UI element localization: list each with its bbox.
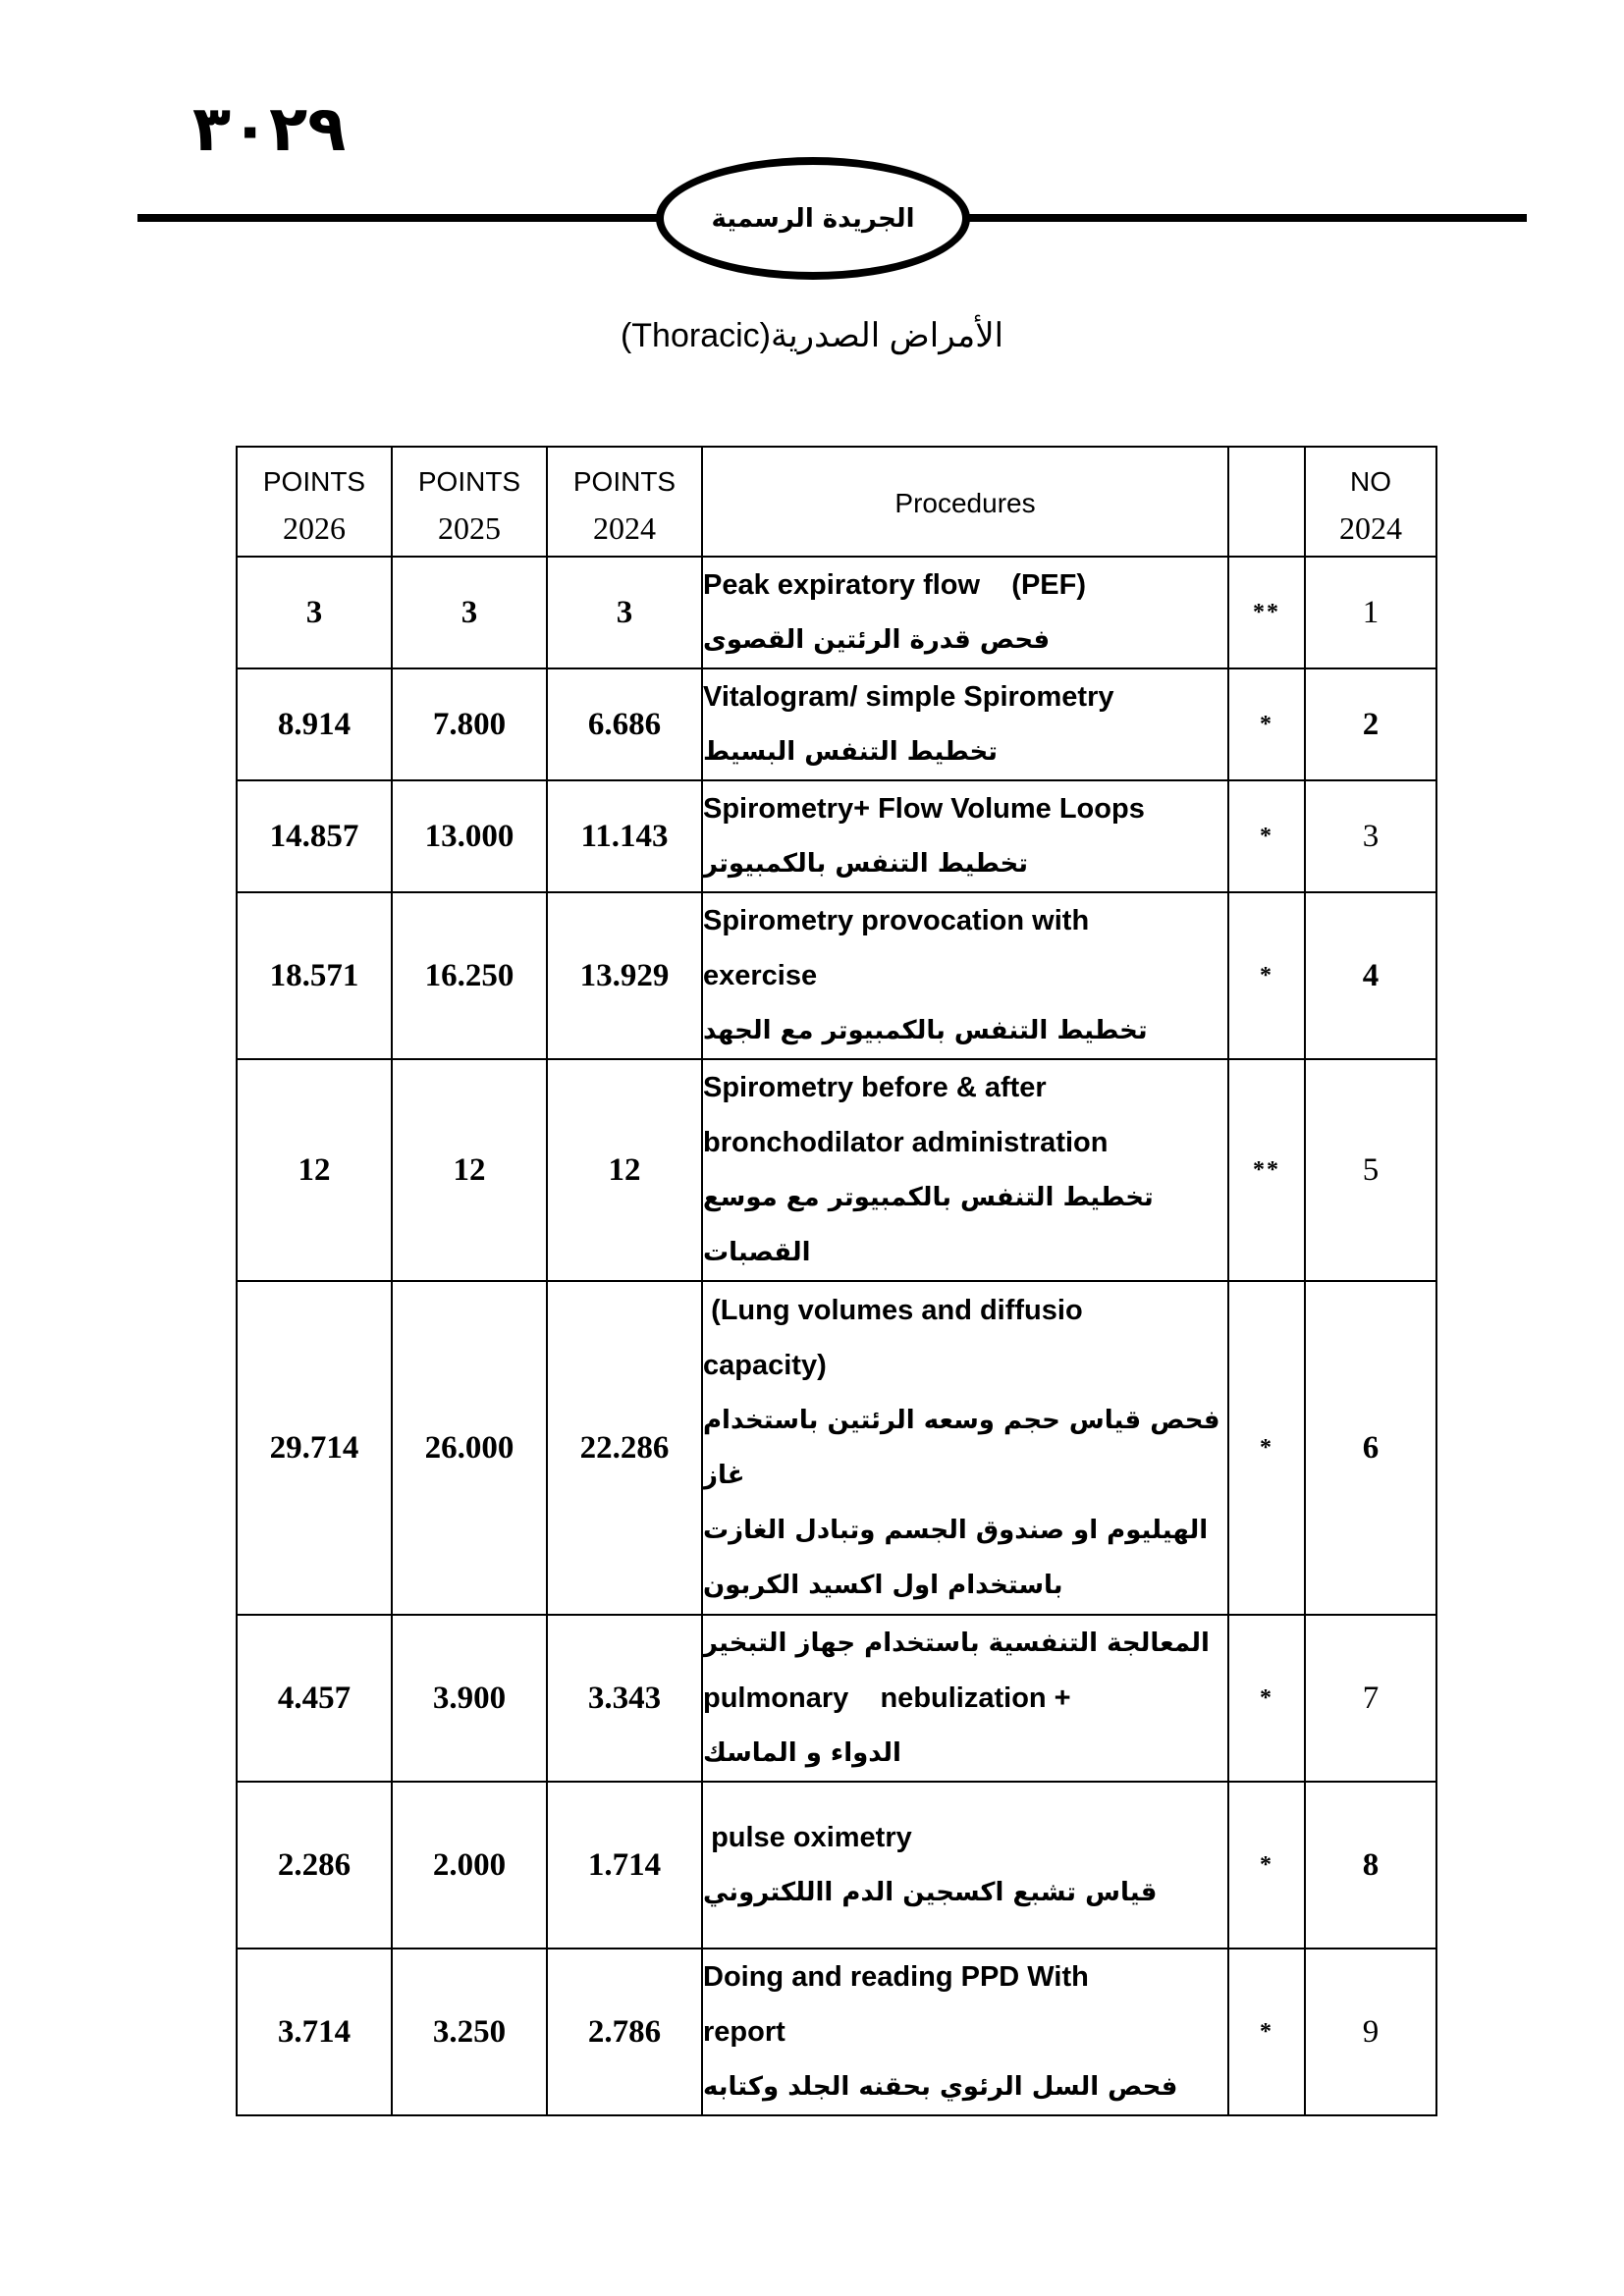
page-number: ٣٠٢٩ [192, 93, 347, 166]
table-row [237, 1949, 1436, 2115]
row-number-cell: 9 [1305, 1949, 1436, 2115]
procedure-name-arabic: الهيليوم او صندوق الجسم وتبادل الغازت [703, 1516, 1209, 1545]
row-number-cell: 5 [1305, 1059, 1436, 1281]
category-mark-cell: ** [1228, 1059, 1305, 1281]
points-2025-cell: 16.250 [392, 892, 547, 1059]
procedure-name-arabic: تخطيط التنفس بالكمبيوتر مع موسع القصبات [703, 1183, 1154, 1267]
procedure-cell [702, 668, 1228, 780]
procedure-name-english: pulse oximetry [703, 1822, 912, 1853]
gazette-name: الجريدة الرسمية [711, 203, 915, 234]
row-number-cell: 1 [1305, 557, 1436, 668]
procedure-name-english: Spirometry provocation with [703, 905, 1090, 936]
row-number-cell: 8 [1305, 1782, 1436, 1949]
procedure-name-arabic: قياس تشبع اكسجين الدم االلكتروني [703, 1878, 1158, 1907]
procedure-cell [702, 557, 1228, 668]
header-rule-right [967, 214, 1527, 222]
points-2025-cell: 26.000 [392, 1281, 547, 1615]
points-2024-cell: 11.143 [547, 780, 702, 892]
header-rule-left [137, 214, 658, 222]
column-header-points-2025: POINTS 2025 [392, 447, 547, 557]
procedure-name-english: report [703, 2016, 785, 2048]
column-header-no: NO 2024 [1305, 447, 1436, 557]
column-header-mark [1228, 447, 1305, 557]
points-2026-cell: 8.914 [237, 668, 392, 780]
points-2025-cell: 3.900 [392, 1615, 547, 1782]
procedure-name-english: Doing and reading PPD With [703, 1961, 1089, 1993]
procedure-name-english: pulmonary nebulization + [703, 1682, 1071, 1714]
points-2024-cell: 6.686 [547, 668, 702, 780]
procedure-name-arabic: تخطيط التنفس البسيط [703, 737, 998, 767]
column-header-points-2024: POINTS 2024 [547, 447, 702, 557]
procedure-name-arabic: تخطيط التنفس بالكمبيوتر مع الجهد [703, 1016, 1148, 1045]
points-2026-cell: 2.286 [237, 1782, 392, 1949]
points-2025-cell: 13.000 [392, 780, 547, 892]
procedure-name-english: bronchodilator administration [703, 1127, 1109, 1158]
points-2026-cell: 4.457 [237, 1615, 392, 1782]
points-2026-cell: 3.714 [237, 1949, 392, 2115]
points-2024-cell: 12 [547, 1059, 702, 1281]
category-mark-cell: * [1228, 1281, 1305, 1615]
points-2025-cell: 3 [392, 557, 547, 668]
category-mark-cell: * [1228, 668, 1305, 780]
procedure-name-english: Spirometry before & after [703, 1072, 1047, 1103]
points-2026-cell: 3 [237, 557, 392, 668]
table-body [237, 557, 1436, 2115]
points-2024-cell: 22.286 [547, 1281, 702, 1615]
category-mark-cell: * [1228, 1949, 1305, 2115]
category-mark-cell: * [1228, 1615, 1305, 1782]
table-row [237, 1281, 1436, 1615]
row-number-cell: 2 [1305, 668, 1436, 780]
procedure-cell [702, 1615, 1228, 1782]
procedure-name-arabic: المعالجة التنفسية باستخدام جهاز التبخير [703, 1629, 1210, 1658]
procedure-name-arabic: فحص قدرة الرئتين القصوى [703, 625, 1051, 655]
procedure-cell [702, 780, 1228, 892]
table-row [237, 892, 1436, 1059]
row-number-cell: 3 [1305, 780, 1436, 892]
category-mark-cell: ** [1228, 557, 1305, 668]
points-2026-cell: 29.714 [237, 1281, 392, 1615]
row-number-cell: 7 [1305, 1615, 1436, 1782]
procedure-name-english: exercise [703, 960, 818, 991]
table-row [237, 1615, 1436, 1782]
category-mark-cell: * [1228, 780, 1305, 892]
points-2025-cell: 2.000 [392, 1782, 547, 1949]
category-mark-cell: * [1228, 892, 1305, 1059]
points-2025-cell: 3.250 [392, 1949, 547, 2115]
section-title: الأمراض الصدرية(Thoracic) [620, 317, 1004, 354]
procedure-cell [702, 1281, 1228, 1615]
procedure-name-arabic: باستخدام اول اكسيد الكربون [703, 1571, 1063, 1600]
points-2024-cell: 3.343 [547, 1615, 702, 1782]
table-header-row [237, 447, 1436, 557]
points-2025-cell: 12 [392, 1059, 547, 1281]
column-header-points-2026: POINTS 2026 [237, 447, 392, 557]
procedure-name-english: (Lung volumes and diffusio [703, 1295, 1083, 1326]
table-row [237, 668, 1436, 780]
procedure-name-arabic: الدواء و الماسك [703, 1738, 901, 1768]
procedure-cell [702, 892, 1228, 1059]
points-2026-cell: 12 [237, 1059, 392, 1281]
points-2026-cell: 18.571 [237, 892, 392, 1059]
table-row [237, 557, 1436, 668]
procedure-cell [702, 1782, 1228, 1949]
procedure-cell [702, 1059, 1228, 1281]
procedure-name-english: Vitalogram/ simple Spirometry [703, 681, 1114, 713]
row-number-cell: 4 [1305, 892, 1436, 1059]
points-2026-cell: 14.857 [237, 780, 392, 892]
procedure-name-arabic: فحص السل الرئوي بحقنه الجلد وكتابه [703, 2072, 1178, 2102]
row-number-cell: 6 [1305, 1281, 1436, 1615]
procedure-name-arabic: فحص قياس حجم وسعه الرئتين باستخدام غاز [703, 1406, 1220, 1490]
procedures-table [236, 446, 1437, 2116]
points-2025-cell: 7.800 [392, 668, 547, 780]
procedure-cell [702, 1949, 1228, 2115]
column-header-procedures: Procedures [702, 447, 1228, 557]
procedure-name-english: Peak expiratory flow (PEF) [703, 569, 1086, 601]
procedure-name-arabic: تخطيط التنفس بالكمبيوتر [703, 849, 1029, 879]
table-row [237, 1782, 1436, 1949]
table-row [237, 780, 1436, 892]
points-2024-cell: 2.786 [547, 1949, 702, 2115]
procedure-name-english: Spirometry+ Flow Volume Loops [703, 793, 1145, 825]
procedure-name-english: capacity) [703, 1350, 827, 1381]
gazette-oval-badge [656, 157, 970, 280]
points-2024-cell: 3 [547, 557, 702, 668]
table-row [237, 1059, 1436, 1281]
points-2024-cell: 1.714 [547, 1782, 702, 1949]
points-2024-cell: 13.929 [547, 892, 702, 1059]
category-mark-cell: * [1228, 1782, 1305, 1949]
